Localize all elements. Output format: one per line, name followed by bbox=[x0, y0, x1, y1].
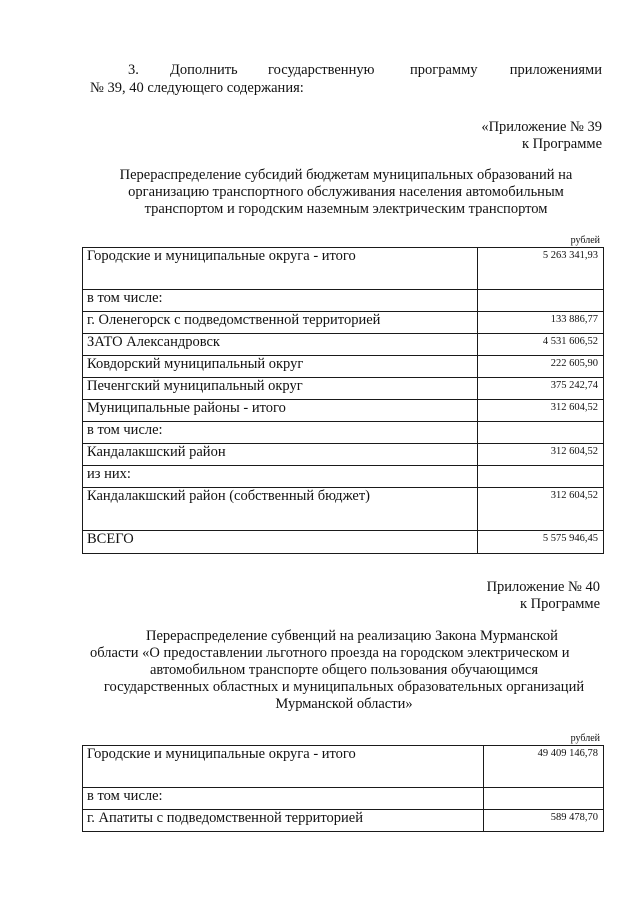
row-value bbox=[478, 466, 604, 488]
row-value: 312 604,52 bbox=[478, 488, 604, 531]
table-row bbox=[83, 444, 604, 466]
row-label: Городские и муниципальные округа - итого bbox=[83, 746, 484, 788]
appendix-39-table bbox=[82, 247, 604, 554]
row-label: ЗАТО Александровск bbox=[83, 334, 478, 356]
row-value bbox=[484, 788, 604, 810]
row-label: Кандалакшский район (собственный бюджет) bbox=[83, 488, 478, 531]
heading-line: области «О предоставлении льготного проезда на городском электрическом и bbox=[90, 645, 570, 661]
appendix-40-subtitle: к Программе bbox=[519, 596, 600, 612]
intro-word-1: Дополнить bbox=[170, 62, 238, 78]
row-label: из них: bbox=[83, 466, 478, 488]
table-row bbox=[83, 466, 604, 488]
intro-item-number: 3. bbox=[128, 62, 139, 78]
row-value: 312 604,52 bbox=[478, 400, 604, 422]
row-label: Кандалакшский район bbox=[83, 444, 478, 466]
row-label: г. Апатиты с подведомственной территорией bbox=[83, 810, 484, 832]
row-value: 589 478,70 bbox=[484, 810, 604, 832]
table-row bbox=[83, 488, 604, 531]
heading-line: автомобильном транспорте общего пользования обучающимся bbox=[149, 662, 539, 678]
row-value: 5 263 341,93 bbox=[478, 248, 604, 290]
table-row bbox=[83, 378, 604, 400]
row-value: 312 604,52 bbox=[478, 444, 604, 466]
row-value: 5 575 946,45 bbox=[478, 531, 604, 554]
table-row bbox=[83, 788, 604, 810]
heading-line: Перераспределение субвенций на реализацию Закона Мурманской bbox=[146, 628, 558, 644]
row-label: ВСЕГО bbox=[83, 531, 478, 554]
row-value: 222 605,90 bbox=[478, 356, 604, 378]
appendix-39-title: «Приложение № 39 bbox=[481, 119, 602, 135]
appendix-40-header bbox=[300, 579, 600, 613]
row-value: 49 409 146,78 bbox=[484, 746, 604, 788]
intro-line-1 bbox=[90, 62, 602, 80]
table-row bbox=[83, 356, 604, 378]
appendix-39-heading bbox=[86, 167, 606, 218]
table-row bbox=[83, 290, 604, 312]
heading-line: организацию транспортного обслуживания населения автомобильным bbox=[128, 184, 564, 200]
row-label: Печенгский муниципальный округ bbox=[83, 378, 478, 400]
intro-word-3: программу bbox=[410, 62, 478, 78]
appendix-39-header bbox=[302, 119, 602, 153]
appendix-40-table bbox=[82, 745, 604, 832]
row-label: г. Оленегорск с подведомственной территорией bbox=[83, 312, 478, 334]
heading-line: транспортом и городским наземным электрическим транспортом bbox=[144, 201, 548, 217]
row-value bbox=[478, 290, 604, 312]
unit-label: рублей bbox=[570, 235, 600, 246]
row-value bbox=[478, 422, 604, 444]
row-value: 375 242,74 bbox=[478, 378, 604, 400]
intro-word-4: приложениями bbox=[509, 62, 602, 78]
row-label: Муниципальные районы - итого bbox=[83, 400, 478, 422]
table-row bbox=[83, 531, 604, 554]
heading-line: Перераспределение субсидий бюджетам муниципальных образований на bbox=[119, 167, 573, 183]
appendix-39-subtitle: к Программе bbox=[521, 136, 602, 152]
appendix-40-title: Приложение № 40 bbox=[486, 579, 600, 595]
table-row bbox=[83, 400, 604, 422]
intro-word-2: государственную bbox=[268, 62, 375, 78]
table-row bbox=[83, 248, 604, 290]
row-label: в том числе: bbox=[83, 422, 478, 444]
row-label: в том числе: bbox=[83, 788, 484, 810]
unit-label: рублей bbox=[570, 733, 600, 744]
table-row bbox=[83, 746, 604, 788]
row-value: 4 531 606,52 bbox=[478, 334, 604, 356]
table-row bbox=[83, 810, 604, 832]
row-label: Городские и муниципальные округа - итого bbox=[83, 248, 478, 290]
appendix-40-heading bbox=[84, 628, 604, 713]
intro-line-2: № 39, 40 следующего содержания: bbox=[90, 80, 304, 96]
table-row bbox=[83, 312, 604, 334]
table-row bbox=[83, 334, 604, 356]
row-label: в том числе: bbox=[83, 290, 478, 312]
row-value: 133 886,77 bbox=[478, 312, 604, 334]
heading-line: Мурманской области» bbox=[275, 696, 413, 712]
table-row bbox=[83, 422, 604, 444]
heading-line: государственных областных и муниципальных образовательных организаций bbox=[103, 679, 585, 695]
row-label: Ковдорский муниципальный округ bbox=[83, 356, 478, 378]
